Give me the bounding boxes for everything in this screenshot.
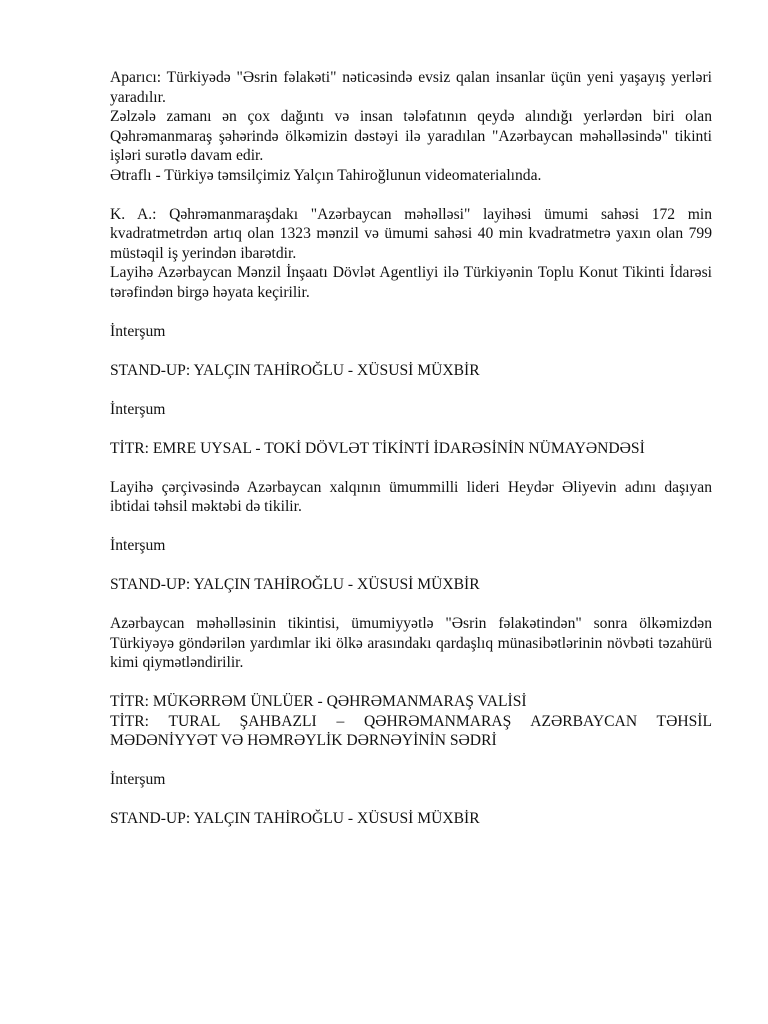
intershum-label: İnterşum	[110, 537, 166, 554]
intershum-label: İnterşum	[110, 400, 166, 418]
correspondent-paragraph	[110, 205, 712, 303]
intershum-label: İnterşum	[110, 771, 166, 788]
standup-label: STAND-UP: YALÇIN TAHİROĞLU - XÜSUSİ MÜXBİR	[110, 810, 480, 827]
titr-block	[110, 692, 712, 751]
school-paragraph: Layihə çərçivəsində Azərbaycan xalqının ümummilli lideri Heydər Əliyevin adını daşıyan ibtidai təhsil məktəbi də tikilir.	[110, 478, 712, 515]
aid-paragraph: Azərbaycan məhəlləsinin tikintisi, ümumiyyətlə "Əsrin fəlakətindən" sonra ölkəmizdən Türkiyəyə göndərilən yardımlar iki ölkə arasındakı qardaşlıq münasibətlərinin növbəti təzahürü kimi qiymətləndirilir.	[110, 615, 712, 671]
titr-tural-shahbazli: TİTR: TURAL ŞAHBAZLI – QƏHRƏMANMARAŞ AZƏRBAYCAN TƏHSİL MƏDƏNİYYƏT VƏ HƏMRƏYLİK DƏRNƏYİNİN SƏDRİ	[110, 712, 712, 749]
anchor-line: Aparıcı: Türkiyədə "Əsrin fəlakəti" nəticəsində evsiz qalan insanlar üçün yeni yaşayış yerləri yaradılır.	[110, 69, 712, 106]
anchor-intro-paragraph	[110, 68, 712, 185]
details-line: Ətraflı - Türkiyə təmsilçimiz Yalçın Tahiroğlunun videomaterialında.	[110, 166, 542, 184]
earthquake-line: Zəlzələ zamanı ən çox dağıntı və insan tələfatının qeydə alındığı yerlərdən biri olan Qəhrəmanmaraş şəhərində ölkəmizin dəstəyi ilə yaradılan "Azərbaycan məhəlləsində" tikinti işləri surətlə davam edir.	[110, 108, 712, 164]
project-partners-line: Layihə Azərbaycan Mənzil İnşaatı Dövlət Agentliyi ilə Türkiyənin Toplu Konut Tikinti İdarəsi tərəfindən birgə həyata keçirilir.	[110, 264, 712, 301]
titr-governor: TİTR: MÜKƏRRƏM ÜNLÜER - QƏHRƏMANMARAŞ VALİSİ	[110, 693, 527, 710]
project-stats-line: K. A.: Qəhrəmanmaraşdakı "Azərbaycan məhəlləsi" layihəsi ümumi sahəsi 172 min kvadratmetrdən artıq olan 1323 mənzil və ümumi sahəsi 40 min kvadratmetrə yaxın olan 799 müstəqil iş yerindən ibarətdir.	[110, 205, 712, 262]
document-page	[110, 68, 712, 848]
standup-label: STAND-UP: YALÇIN TAHİROĞLU - XÜSUSİ MÜXBİR	[110, 361, 480, 379]
standup-label: STAND-UP: YALÇIN TAHİROĞLU - XÜSUSİ MÜXBİR	[110, 576, 480, 593]
titr-emre-uysal: TİTR: EMRE UYSAL - TOKİ DÖVLƏT TİKİNTİ İDARƏSİNİN NÜMAYƏNDƏSİ	[110, 439, 645, 457]
intershum-label: İnterşum	[110, 322, 166, 340]
